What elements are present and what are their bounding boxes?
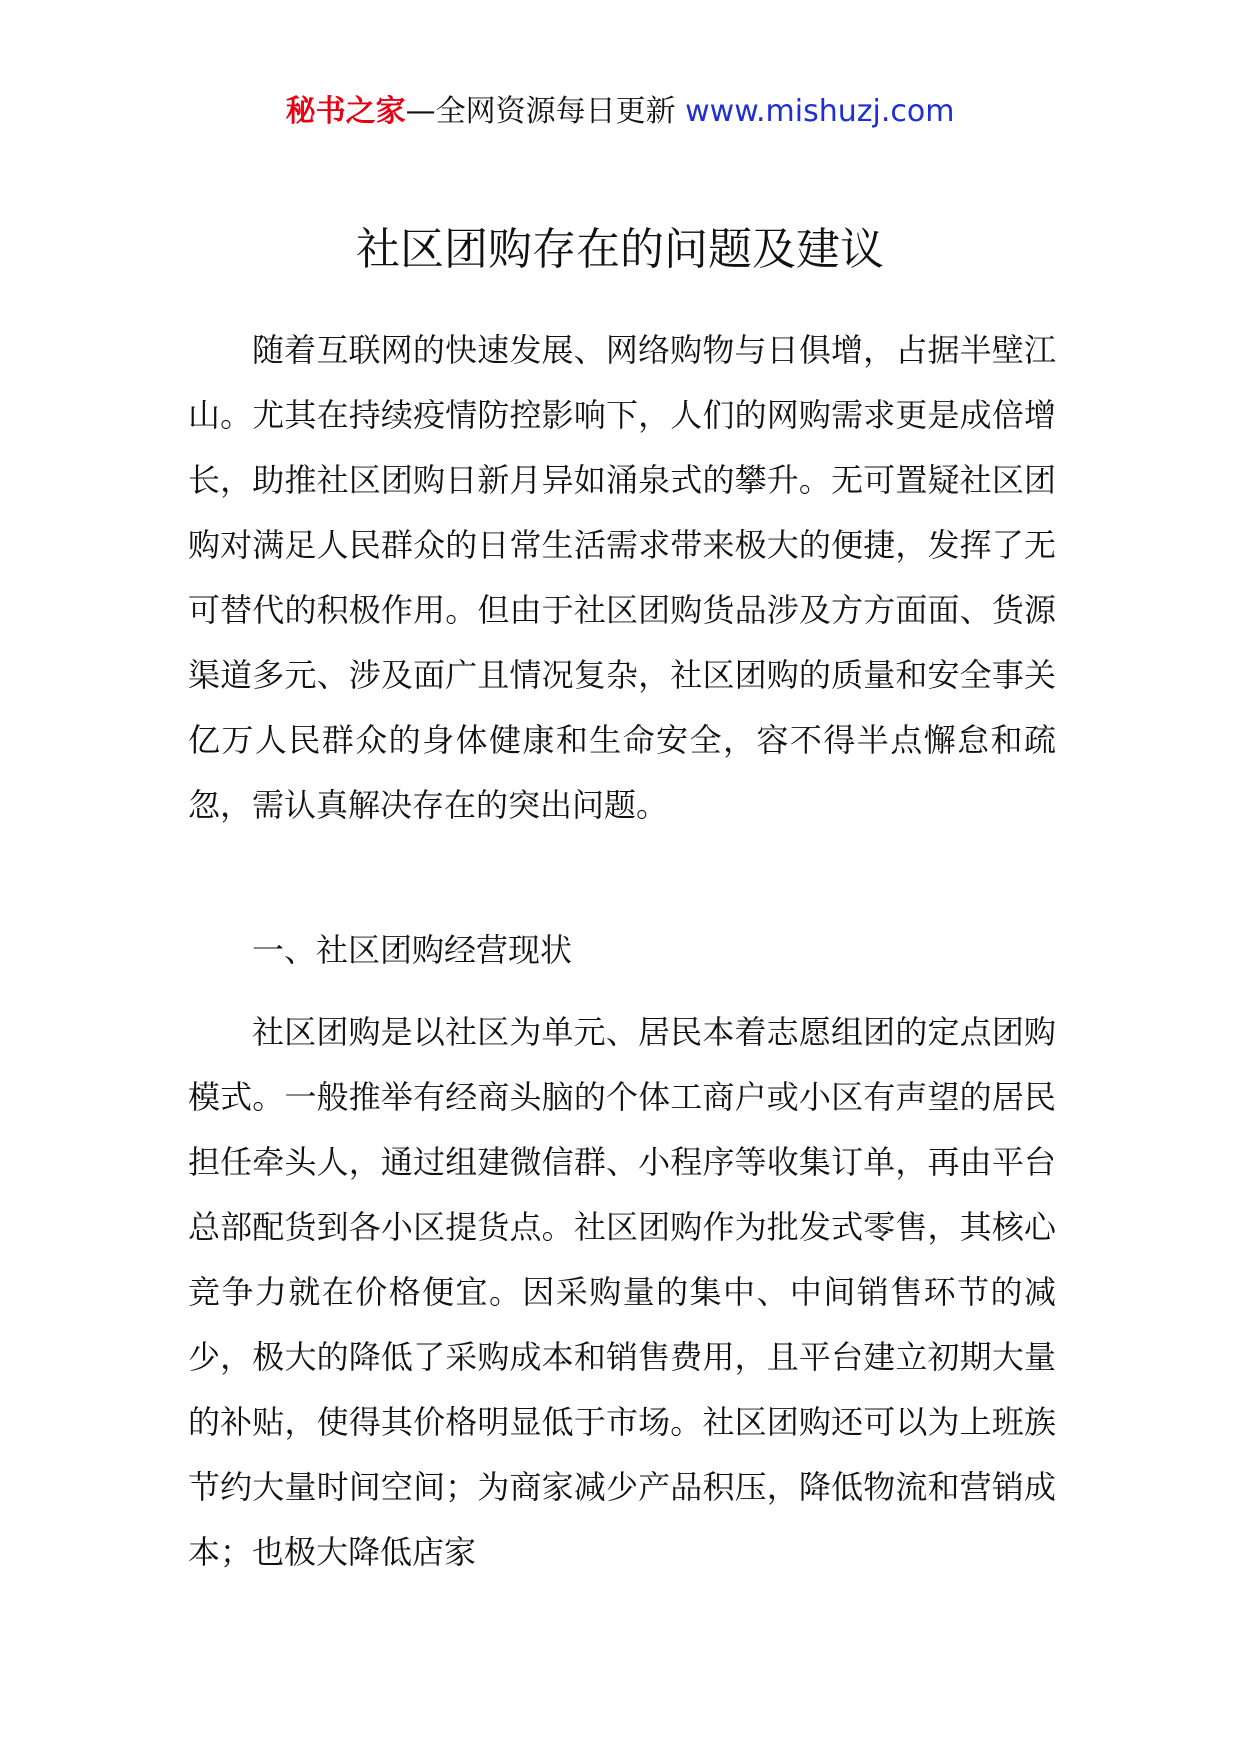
- brand-name: 秘书之家: [285, 94, 406, 129]
- section-heading: 一、社区团购经营现状: [252, 931, 573, 969]
- site-url-link[interactable]: www.mishuzj.com: [685, 94, 955, 129]
- document-title: 社区团购存在的问题及建议: [356, 224, 884, 275]
- paragraph-intro: 随着互联网的快速发展、网络购物与日俱增，占据半壁江山。尤其在持续疫情防控影响下，人们的网购需求更是成倍增长，助推社区团购日新月异如涌泉式的攀升。无可置疑社区团购对满足人民群众的日常生活需求带来极大的便捷，发挥了无可替代的积极作用。但由于社区团购货品涉及方方面面、货源渠道多元、涉及面广且情况复杂，社区团购的质量和安全事关亿万人民群众的身体健康和生命安全，容不得半点懈怠和疏忽，需认真解决存在的突出问题。: [188, 331, 1056, 824]
- site-header: [0, 92, 1240, 132]
- intro-section: [188, 318, 1056, 838]
- paragraph-status: 社区团购是以社区为单元、居民本着志愿组团的定点团购模式。一般推举有经商头脑的个体工商户或小区有声望的居民担任牵头人，通过组建微信群、小程序等收集订单，再由平台总部配货到各小区提货点。社区团购作为批发式零售，其核心竞争力就在价格便宜。因采购量的集中、中间销售环节的减少，极大的降低了采购成本和销售费用，且平台建立初期大量的补贴，使得其价格明显低于市场。社区团购还可以为上班族节约大量时间空间；为商家减少产品积压，降低物流和营销成本；也极大降低店家: [188, 1013, 1056, 1571]
- section-one-body: [188, 1000, 1056, 1585]
- site-tagline: —全网资源每日更新: [405, 94, 676, 129]
- section-heading-container: [188, 918, 1056, 983]
